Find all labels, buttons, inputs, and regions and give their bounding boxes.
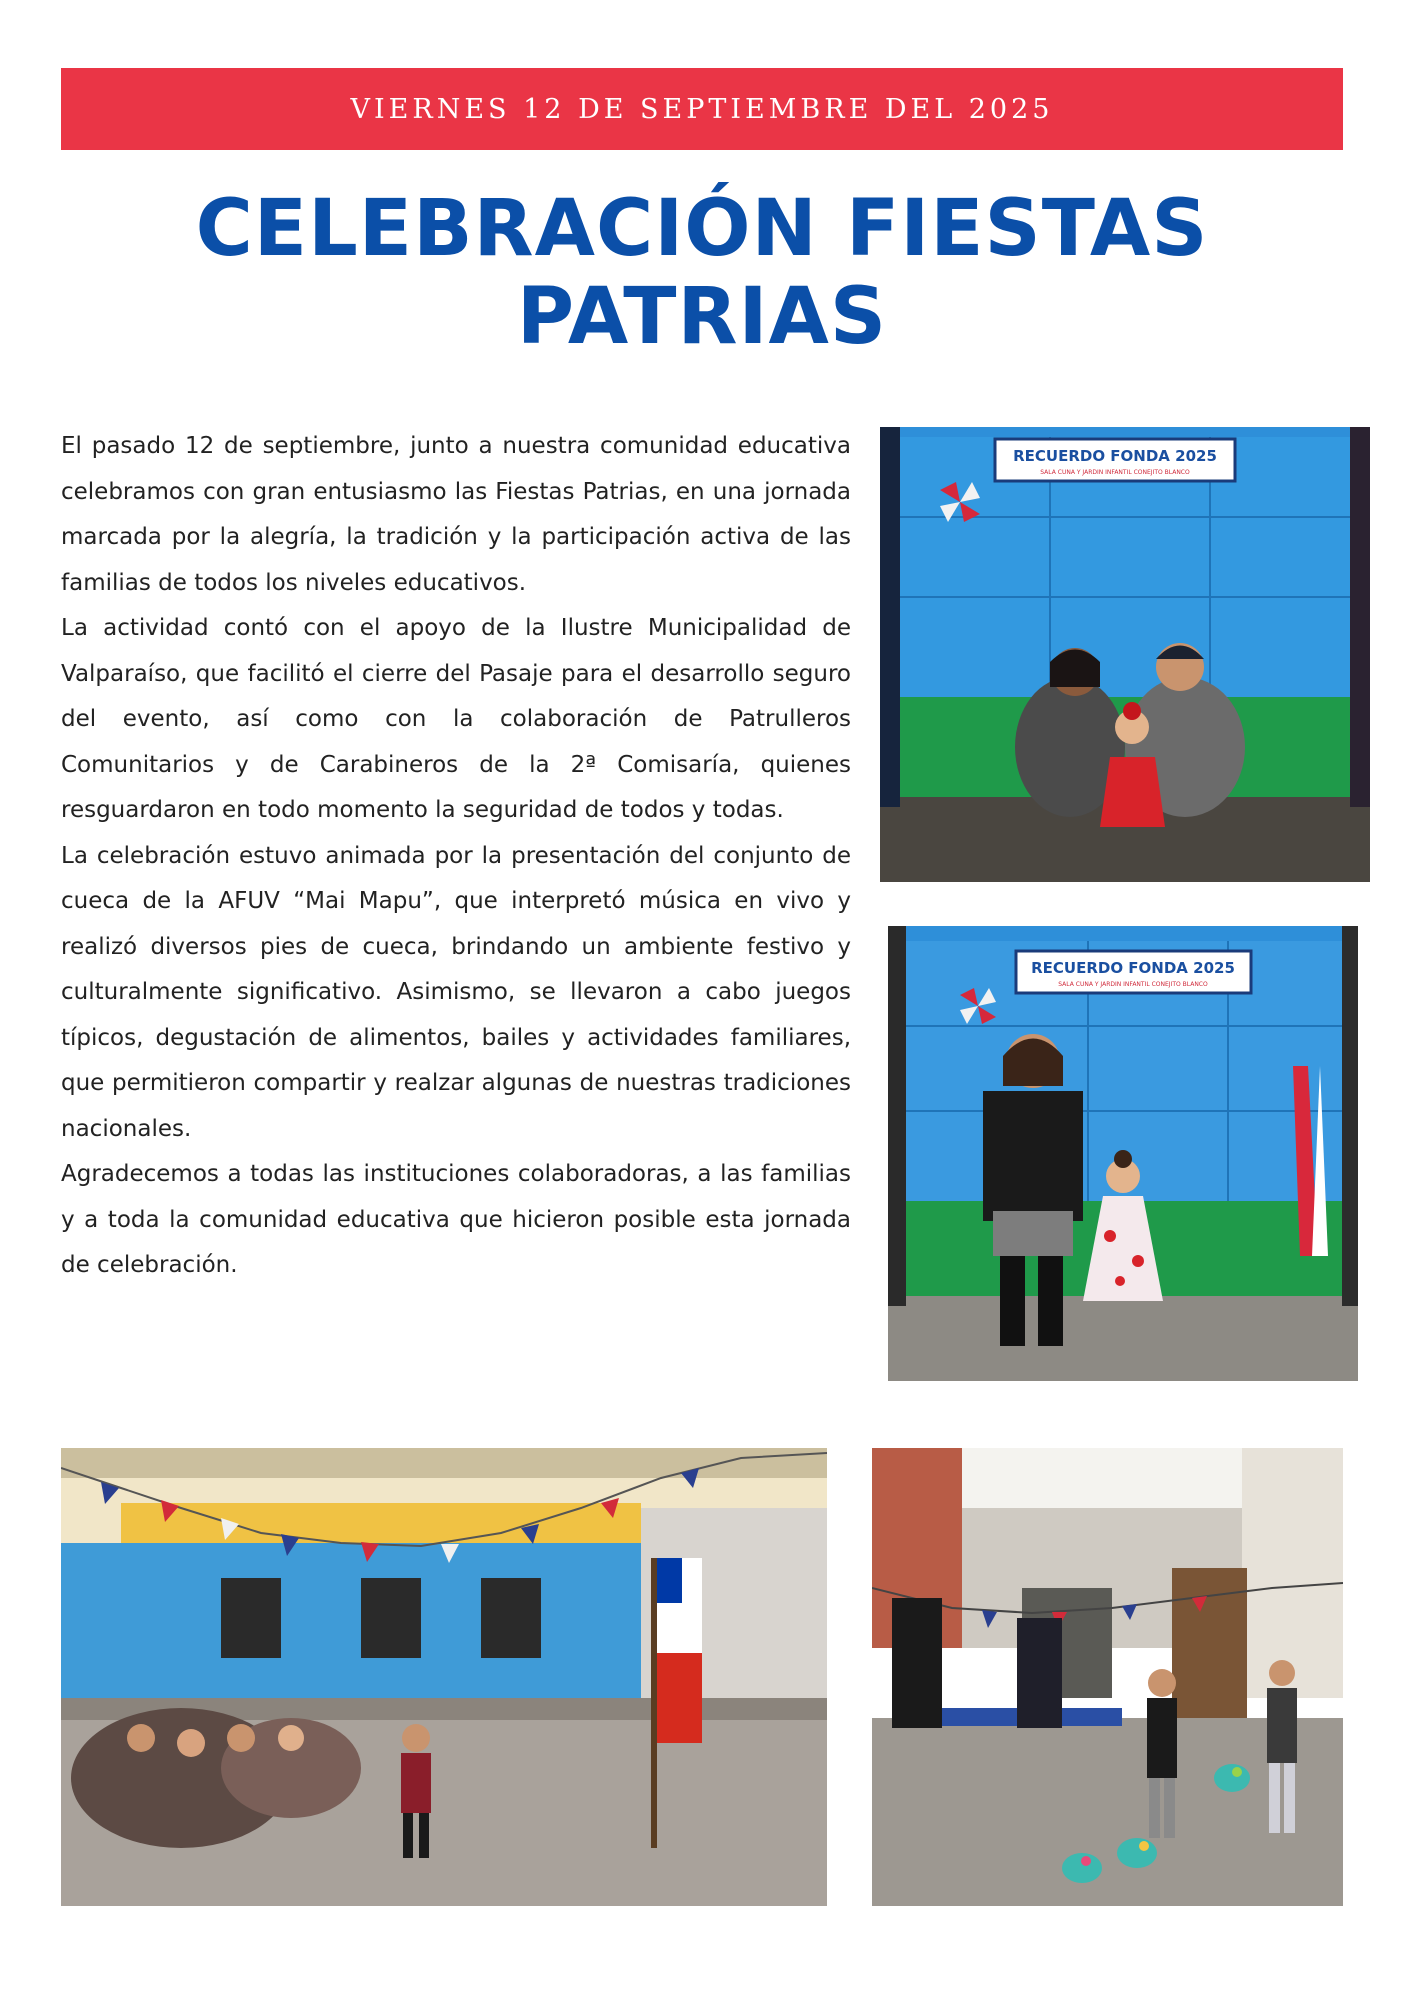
photo-family-backdrop — [880, 427, 1370, 882]
photo-children-games — [872, 1448, 1343, 1906]
date-banner — [61, 68, 1343, 150]
fonda-sign-subtext: SALA CUNA Y JARDIN INFANTIL CONEJITO BLANCO — [1040, 469, 1190, 476]
article-body — [61, 424, 851, 1289]
date-text: VIERNES 12 DE SEPTIEMBRE DEL 2025 — [350, 93, 1054, 125]
fonda-sign-text: RECUERDO FONDA 2025 — [1031, 959, 1235, 977]
article-paragraph: La celebración estuvo animada por la presentación del conjunto de cueca de la AFUV “Mai Mapu”, que interpretó música en vivo y realizó diversos pies de cueca, brindando un ambiente festivo y culturalmente significativo. Asimismo, se llevaron a cabo juegos típicos, degustación de alimentos, bailes y actividades familiares, que permitieron compartir y realzar algunas de nuestras tradiciones nacionales. — [61, 842, 851, 1142]
page-title: CELEBRACIÓN FIESTAS PATRIAS — [195, 184, 1209, 362]
fonda-sign-subtext: SALA CUNA Y JARDIN INFANTIL CONEJITO BLANCO — [1058, 981, 1208, 988]
article-paragraph: La actividad contó con el apoyo de la Ilustre Municipalidad de Valparaíso, que facilitó el cierre del Pasaje para el desarrollo seguro del evento, así como con la colaboración de Patrulleros Comunitarios y de Carabineros de la 2ª Comisaría, quienes resguardaron en todo momento la seguridad de todos y todas. — [61, 615, 851, 823]
photo-cueca-dance — [61, 1448, 827, 1906]
article-paragraph: Agradecemos a todas las instituciones colaboradoras, a las familias y a toda la comunidad educativa que hicieron posible esta jornada de celebración. — [61, 1161, 851, 1278]
fonda-sign-text: RECUERDO FONDA 2025 — [1013, 447, 1217, 465]
photo-mother-daughter — [888, 926, 1358, 1381]
article-paragraph: El pasado 12 de septiembre, junto a nuestra comunidad educativa celebramos con gran entusiasmo las Fiestas Patrias, en una jornada marcada por la alegría, la tradición y la participación activa de las familias de todos los niveles educativos. — [61, 433, 851, 596]
